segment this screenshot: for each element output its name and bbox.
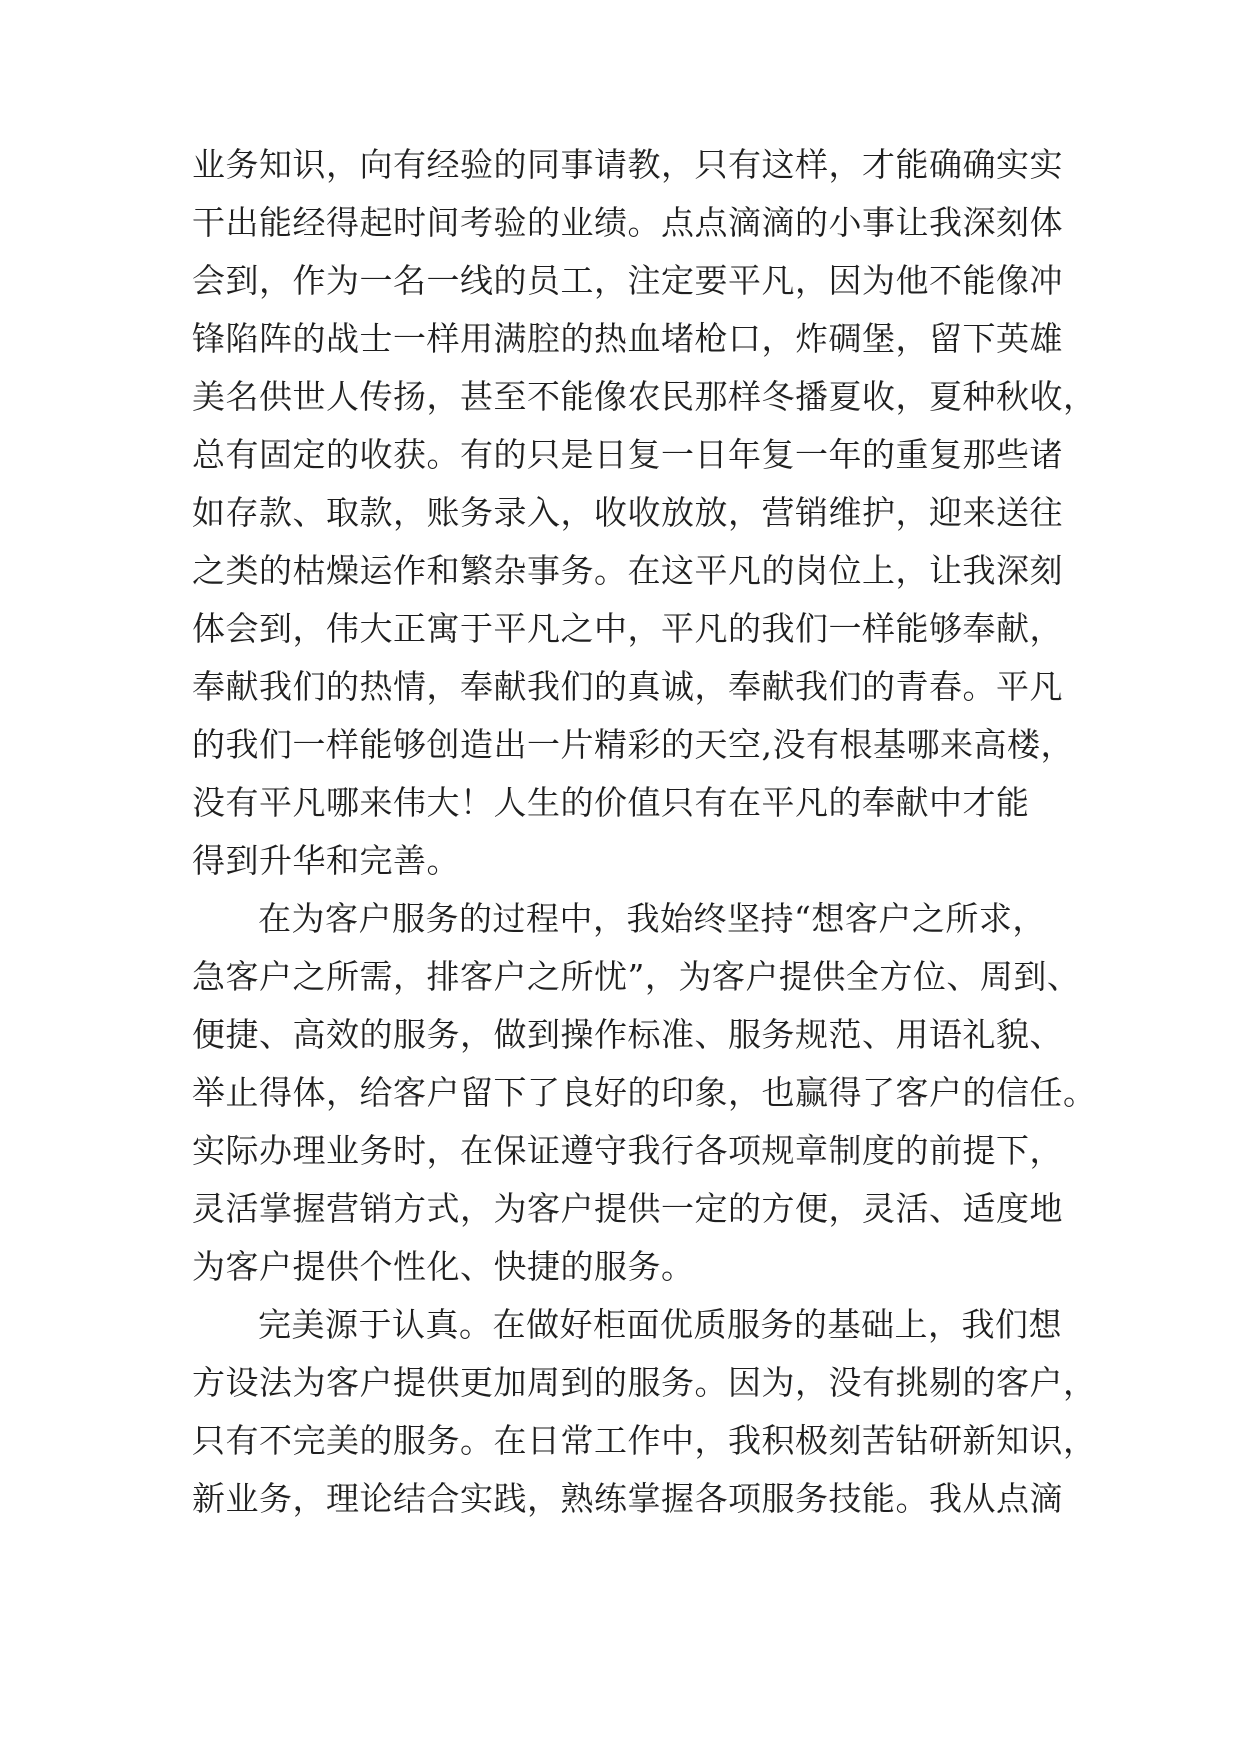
text-line: 锋陷阵的战士一样用满腔的热血堵枪口，炸碉堡，留下英雄 <box>192 319 1063 358</box>
text-line: 体会到，伟大正寓于平凡之中，平凡的我们一样能够奉献， <box>192 609 1063 648</box>
text-line: 会到，作为一名一线的员工，注定要平凡，因为他不能像冲 <box>192 261 1063 300</box>
text-line: 得到升华和完善。 <box>192 841 460 880</box>
text-line: 的我们一样能够创造出一片精彩的天空,没有根基哪来高楼， <box>192 725 1074 764</box>
text-line: 急客户之所需，排客户之所忧”，为客户提供全方位、周到、 <box>192 957 1081 996</box>
text-line: 业务知识，向有经验的同事请教，只有这样，才能确确实实 <box>192 145 1063 184</box>
paragraph-2 <box>192 890 1097 1296</box>
text-line: 实际办理业务时，在保证遵守我行各项规章制度的前提下， <box>192 1131 1063 1170</box>
text-line: 为客户提供个性化、快捷的服务。 <box>192 1247 695 1286</box>
paragraph-3 <box>192 1296 1097 1528</box>
text-line: 方设法为客户提供更加周到的服务。因为，没有挑剔的客户， <box>192 1363 1097 1402</box>
text-line: 举止得体，给客户留下了良好的印象，也赢得了客户的信任。 <box>192 1073 1097 1112</box>
text-line: 干出能经得起时间考验的业绩。点点滴滴的小事让我深刻体 <box>192 203 1063 242</box>
text-line: 只有不完美的服务。在日常工作中，我积极刻苦钻研新知识， <box>192 1421 1097 1460</box>
text-line: 便捷、高效的服务，做到操作标准、服务规范、用语礼貌、 <box>192 1015 1063 1054</box>
text-line: 美名供世人传扬，甚至不能像农民那样冬播夏收，夏种秋收， <box>192 377 1097 416</box>
text-line: 没有平凡哪来伟大！人生的价值只有在平凡的奉献中才能 <box>192 783 1030 822</box>
text-line: 总有固定的收获。有的只是日复一日年复一年的重复那些诸 <box>192 435 1063 474</box>
text-line: 灵活掌握营销方式，为客户提供一定的方便，灵活、适度地 <box>192 1189 1063 1228</box>
document-body <box>192 136 1097 1528</box>
paragraph-1 <box>192 136 1097 890</box>
text-line: 新业务，理论结合实践，熟练掌握各项服务技能。我从点滴 <box>192 1479 1063 1518</box>
text-line: 之类的枯燥运作和繁杂事务。在这平凡的岗位上，让我深刻 <box>192 551 1063 590</box>
text-line: 完美源于认真。在做好柜面优质服务的基础上，我们想 <box>258 1305 1062 1344</box>
text-line: 如存款、取款，账务录入，收收放放，营销维护，迎来送往 <box>192 493 1063 532</box>
text-line: 在为客户服务的过程中，我始终坚持“想客户之所求， <box>258 899 1046 938</box>
text-line: 奉献我们的热情，奉献我们的真诚，奉献我们的青春。平凡 <box>192 667 1063 706</box>
